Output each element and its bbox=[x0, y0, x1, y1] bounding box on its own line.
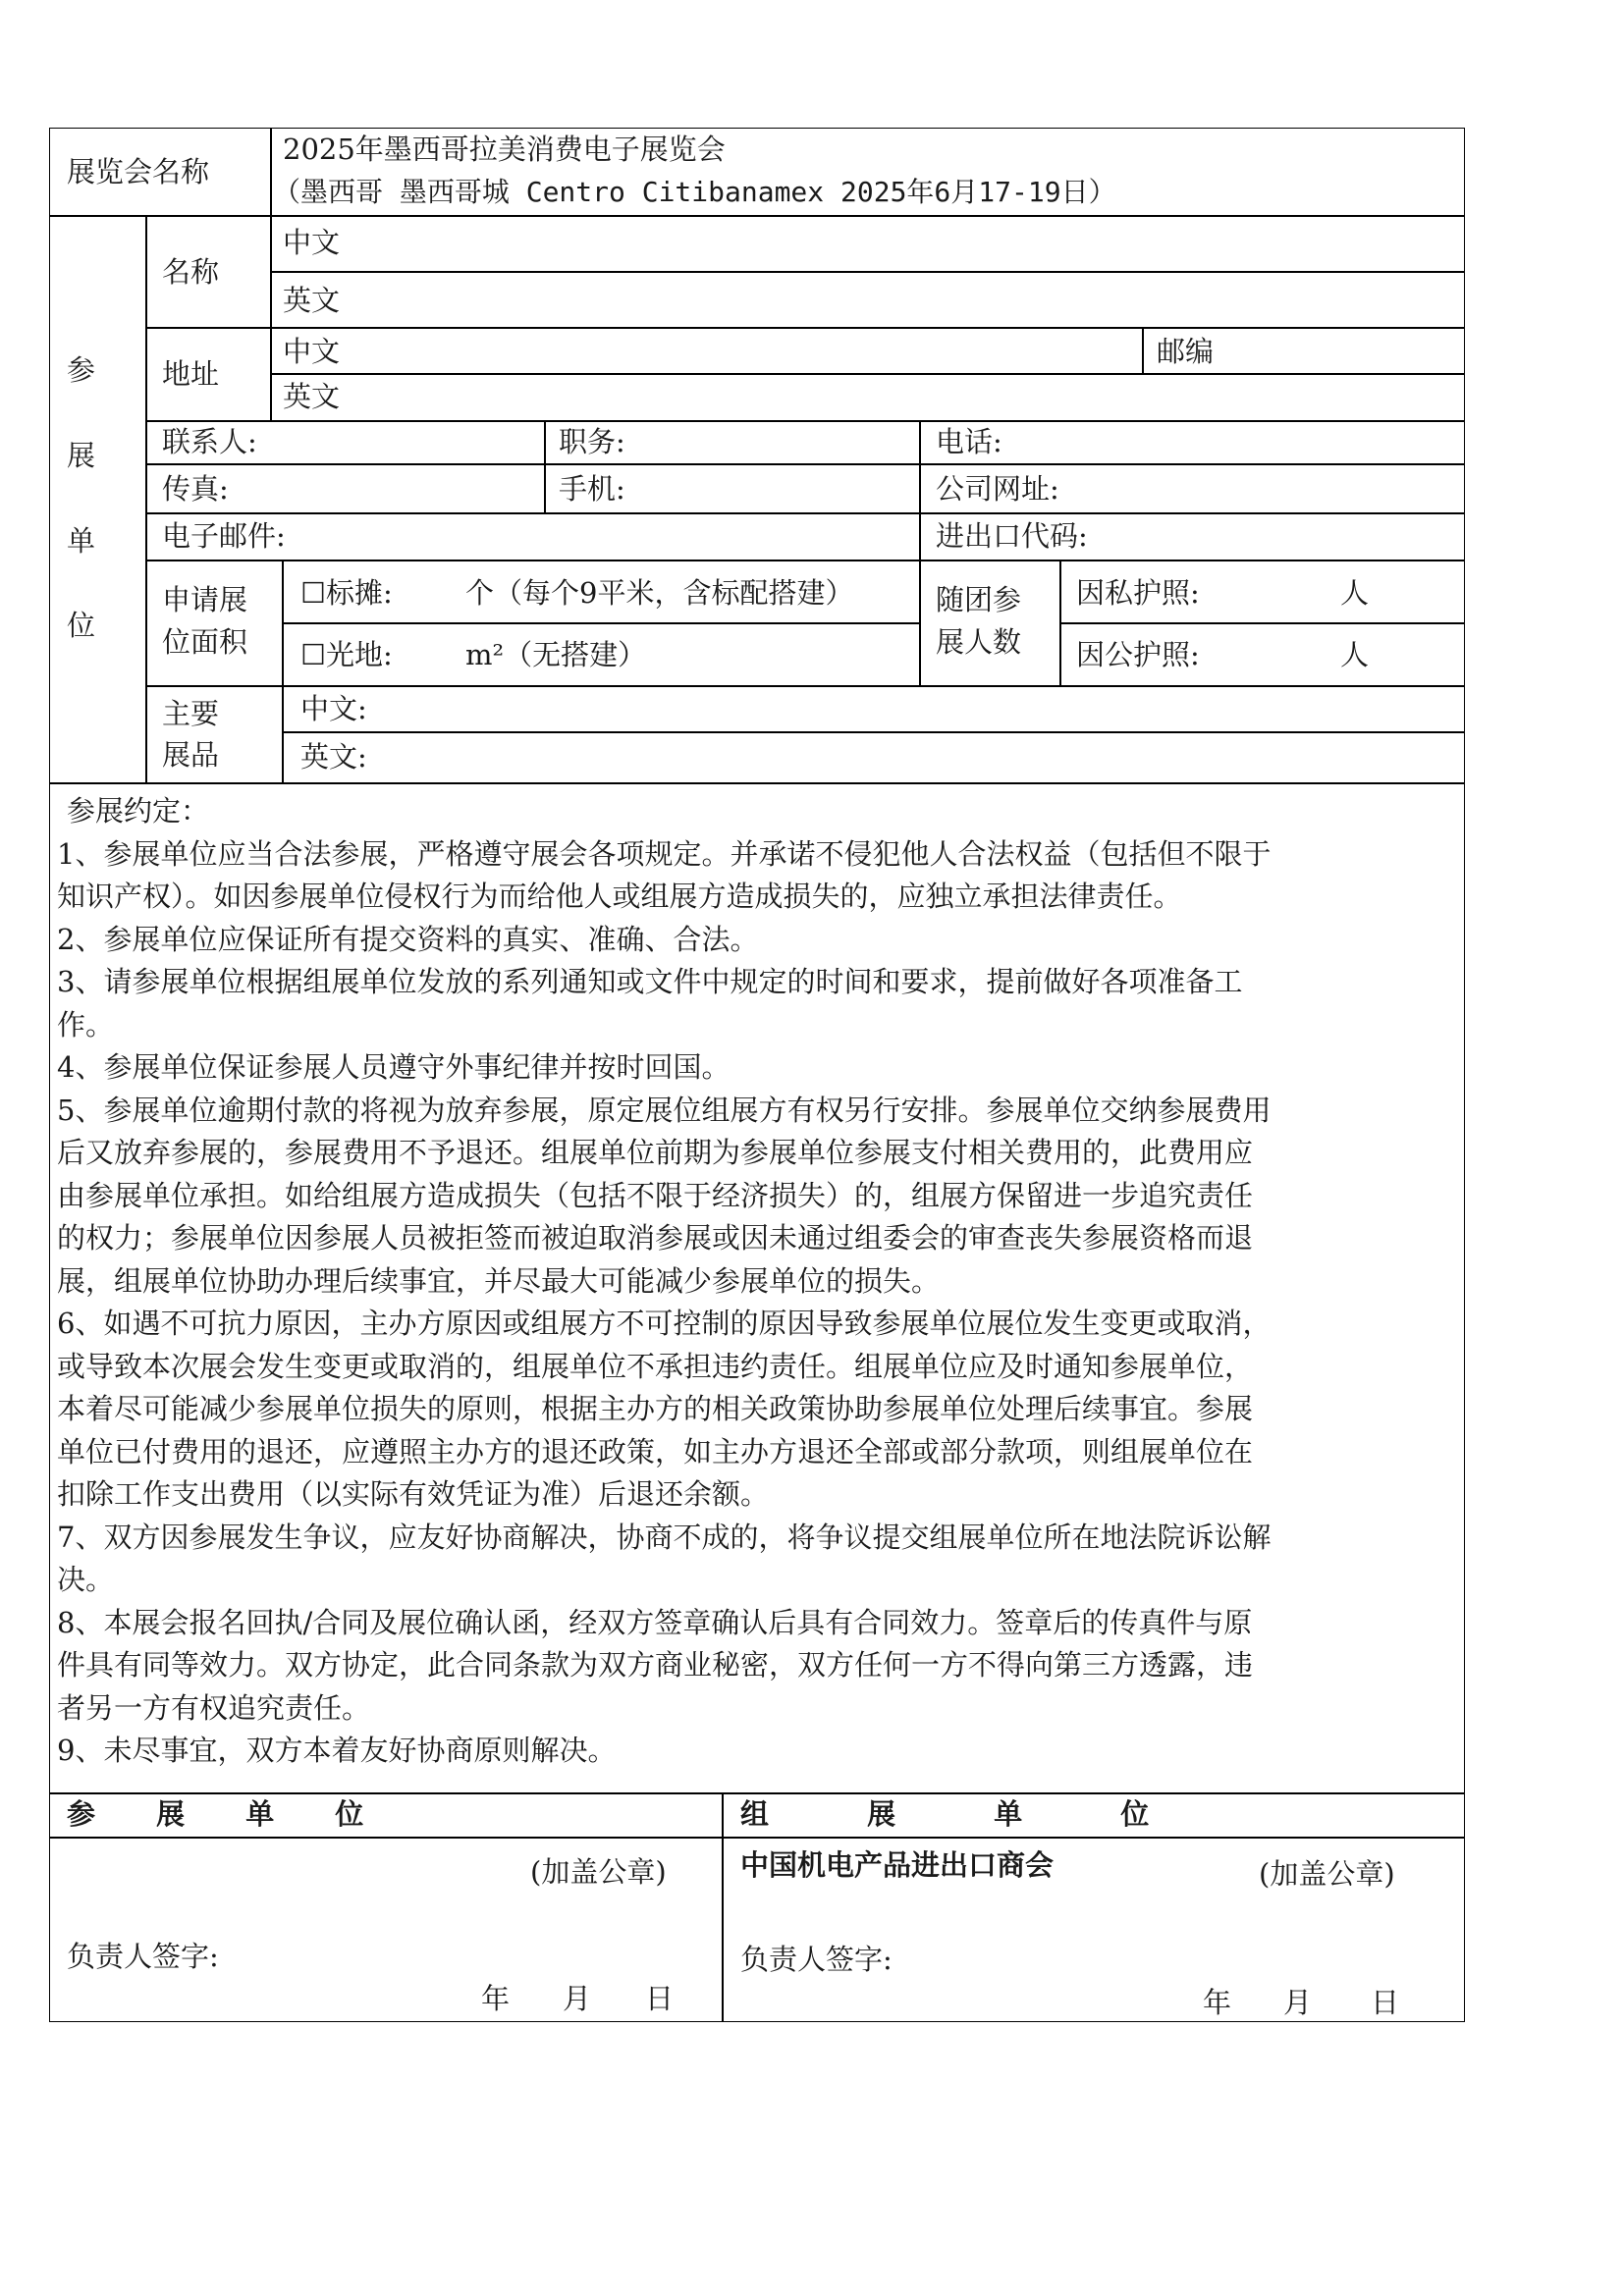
terms-line: 者另一方有权追究责任。 bbox=[57, 1690, 371, 1725]
raw-space-unit: m²（无搭建） bbox=[465, 638, 647, 671]
exhibitor-side-label-3: 单 bbox=[67, 524, 96, 558]
exhibitor-side-label-2: 展 bbox=[67, 439, 96, 472]
organizer-date-year: 年 bbox=[1203, 1986, 1232, 2019]
name-cn-label: 中文 bbox=[283, 226, 341, 259]
terms-line: 展，组展单位协助办理后续事宜，并尽最大可能减少参展单位的损失。 bbox=[57, 1263, 941, 1298]
exhibitor-signer-label: 负责人签字: bbox=[67, 1940, 219, 1973]
mobile-label: 手机: bbox=[559, 472, 625, 506]
address-en-label: 英文 bbox=[283, 380, 341, 413]
name-label: 名称 bbox=[162, 255, 220, 289]
terms-line: 7、双方因参展发生争议，应友好协商解决，协商不成的，将争议提交组展单位所在地法院诉讼解 bbox=[57, 1520, 1272, 1554]
address-cn-label: 中文 bbox=[283, 335, 341, 368]
terms-line: 由参展单位承担。如给组展方造成损失（包括不限于经济损失）的，组展方保留进一步追究责任 bbox=[57, 1178, 1254, 1212]
organizer-date-month: 月 bbox=[1283, 1986, 1313, 2019]
exhibitor-date-day: 日 bbox=[645, 1982, 675, 2015]
products-en-label: 英文: bbox=[300, 740, 367, 774]
std-booth-unit: 个（每个9平米，含标配搭建） bbox=[465, 576, 854, 610]
exhibitor-seal-note: (加盖公章) bbox=[530, 1855, 667, 1889]
website-label: 公司网址: bbox=[936, 472, 1059, 506]
products-label-1: 主要 bbox=[162, 697, 220, 730]
exhibitor-side-label-1: 参 bbox=[67, 353, 96, 387]
terms-line: 2、参展单位应保证所有提交资料的真实、准确、合法。 bbox=[57, 922, 759, 956]
exhibitor-date-month: 月 bbox=[563, 1982, 592, 2015]
title-label: 职务: bbox=[559, 425, 625, 458]
organizer-heading: 组 展 单 位 bbox=[740, 1797, 1150, 1831]
exhibition-name: 2025年墨西哥拉美消费电子展览会 bbox=[283, 133, 726, 166]
terms-line: 作。 bbox=[57, 1007, 115, 1041]
address-label: 地址 bbox=[162, 357, 220, 391]
public-passport-unit: 人 bbox=[1340, 638, 1370, 671]
terms-heading: 参展约定： bbox=[67, 794, 210, 828]
contact-label: 联系人: bbox=[162, 425, 257, 458]
exhibitor-side-label-4: 位 bbox=[67, 609, 96, 642]
cell-exhibitor-side bbox=[49, 216, 146, 783]
terms-line: 9、未尽事宜，双方本着友好协商原则解决。 bbox=[57, 1734, 617, 1767]
exhibition-label: 展览会名称 bbox=[67, 155, 210, 188]
booth-label-1: 申请展 bbox=[162, 583, 248, 616]
terms-line: 1、参展单位应当合法参展，严格遵守展会各项规定。并承诺不侵犯他人合法权益（包括但不限于 bbox=[57, 836, 1272, 871]
exhibitor-heading: 参 展 单 位 bbox=[67, 1797, 364, 1831]
terms-line: 决。 bbox=[57, 1563, 115, 1596]
raw-space-checkbox-label[interactable]: ☐光地: bbox=[300, 638, 393, 671]
cell-booth-label bbox=[146, 561, 283, 686]
terms-line: 4、参展单位保证参展人员遵守外事纪律并按时回国。 bbox=[57, 1050, 731, 1084]
fax-label: 传真: bbox=[162, 472, 229, 506]
organizer-signer-label: 负责人签字: bbox=[740, 1943, 893, 1976]
exhibitor-date-year: 年 bbox=[481, 1982, 511, 2015]
cell-products-cn[interactable] bbox=[283, 686, 1465, 732]
exhibition-detail: （墨西哥 墨西哥城 Centro Citibanamex 2025年6月17-19日） bbox=[273, 176, 1116, 208]
terms-line: 3、请参展单位根据组展单位发放的系列通知或文件中规定的时间和要求，提前做好各项准备工 bbox=[57, 965, 1243, 998]
organizer-seal-note: (加盖公章) bbox=[1259, 1857, 1395, 1891]
postcode-label: 邮编 bbox=[1157, 335, 1215, 368]
terms-line: 知识产权）。如因参展单位侵权行为而给他人或组展方造成损失的，应独立承担法律责任。 bbox=[57, 880, 1182, 913]
cell-delegates-label bbox=[920, 561, 1060, 686]
terms-line: 或导致本次展会发生变更或取消的，组展单位不承担违约责任。组展单位应及时通知参展单位， bbox=[57, 1349, 1254, 1383]
organizer-name: 中国机电产品进出口商会 bbox=[740, 1848, 1055, 1882]
delegates-label-2: 展人数 bbox=[936, 625, 1022, 659]
cell-address-cn bbox=[271, 328, 1143, 374]
name-en-label: 英文 bbox=[283, 284, 341, 317]
email-label: 电子邮件: bbox=[162, 519, 286, 553]
public-passport-label: 因公护照: bbox=[1076, 638, 1200, 671]
private-passport-unit: 人 bbox=[1340, 576, 1370, 610]
terms-line: 6、如遇不可抗力原因，主办方原因或组展方不可控制的原因导致参展单位展位发生变更或取消， bbox=[57, 1307, 1272, 1340]
booth-label-2: 位面积 bbox=[162, 625, 248, 659]
phone-label: 电话: bbox=[936, 425, 1002, 458]
private-passport-label: 因私护照: bbox=[1076, 576, 1200, 610]
terms-line: 单位已付费用的退还，应遵照主办方的退还政策，如主办方退还全部或部分款项，则组展单位在 bbox=[57, 1434, 1254, 1468]
cell-address-en bbox=[271, 374, 1465, 421]
terms-line: 后又放弃参展的，参展费用不予退还。组展单位前期为参展单位参展支付相关费用的，此费用应 bbox=[57, 1136, 1254, 1169]
terms-line: 扣除工作支出费用（以实际有效凭证为准）后退还余额。 bbox=[57, 1477, 770, 1511]
terms-line: 件具有同等效力。双方协定，此合同条款为双方商业秘密，双方任何一方不得向第三方透露，违 bbox=[57, 1648, 1254, 1682]
delegates-label-1: 随团参 bbox=[936, 583, 1022, 616]
products-label-2: 展品 bbox=[162, 738, 220, 772]
cell-name-en bbox=[271, 272, 1465, 328]
std-booth-checkbox-label[interactable]: ☐标摊: bbox=[300, 576, 393, 610]
terms-line: 5、参展单位逾期付款的将视为放弃参展，原定展位组展方有权另行安排。参展单位交纳参展费用 bbox=[57, 1093, 1272, 1127]
cell-products-en[interactable] bbox=[283, 732, 1465, 783]
products-cn-label: 中文: bbox=[300, 692, 367, 725]
terms-line: 8、本展会报名回执/合同及展位确认函，经双方签章确认后具有合同效力。签章后的传真件与原 bbox=[57, 1605, 1253, 1639]
terms-block bbox=[57, 790, 1451, 1773]
organizer-date-day: 日 bbox=[1371, 1986, 1400, 2019]
cell-name-cn bbox=[271, 216, 1465, 272]
import-export-code-label: 进出口代码: bbox=[936, 519, 1088, 553]
terms-line: 的权力；参展单位因参展人员被拒签而被迫取消参展或因未通过组委会的审查丧失参展资格而退 bbox=[57, 1221, 1254, 1255]
terms-line: 本着尽可能减少参展单位损失的原则，根据主办方的相关政策协助参展单位处理后续事宜。参展 bbox=[57, 1392, 1254, 1425]
